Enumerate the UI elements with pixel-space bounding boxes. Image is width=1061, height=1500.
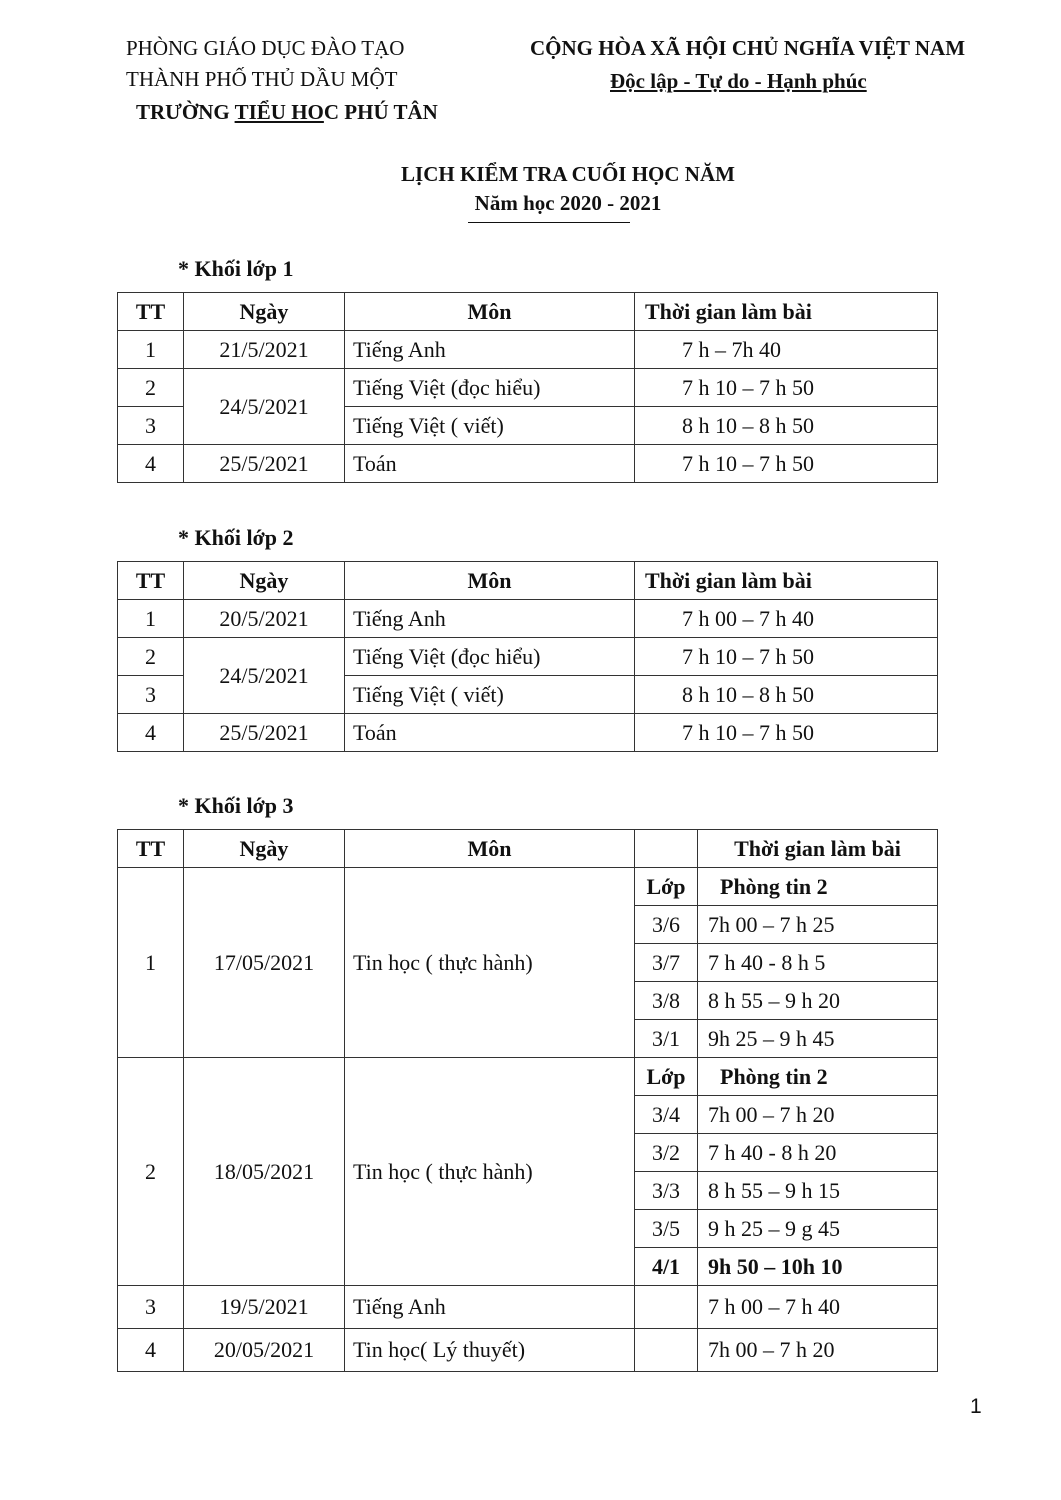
cell-time: 8 h 55 – 9 h 15 bbox=[698, 1172, 938, 1210]
table-row bbox=[118, 600, 938, 638]
cell-date: 19/5/2021 bbox=[184, 1286, 345, 1329]
cell-class bbox=[635, 1286, 698, 1329]
cell-subject: Tiếng Việt (đọc hiểu) bbox=[345, 369, 635, 407]
cell-class: 3/5 bbox=[635, 1210, 698, 1248]
table-row bbox=[118, 714, 938, 752]
cell-time: 8 h 10 – 8 h 50 bbox=[635, 407, 938, 445]
header-row bbox=[118, 830, 938, 868]
cell-time: 8 h 10 – 8 h 50 bbox=[635, 676, 938, 714]
cell-subject: Tiếng Việt ( viết) bbox=[345, 407, 635, 445]
cell-subject: Tiếng Anh bbox=[345, 331, 635, 369]
cell-class: 3/8 bbox=[635, 982, 698, 1020]
cell-subject: Toán bbox=[345, 714, 635, 752]
table-row bbox=[118, 445, 938, 483]
cell-time: 7h 00 – 7 h 25 bbox=[698, 906, 938, 944]
cell-time: 7 h 40 - 8 h 20 bbox=[698, 1134, 938, 1172]
cell-time: 7 h 00 – 7 h 40 bbox=[635, 600, 938, 638]
cell-time: 7 h 10 – 7 h 50 bbox=[635, 369, 938, 407]
department-name: PHÒNG GIÁO DỤC ĐÀO TẠO bbox=[126, 36, 405, 60]
cell-tt: 2 bbox=[118, 638, 184, 676]
cell-class: 3/7 bbox=[635, 944, 698, 982]
cell-date: 20/5/2021 bbox=[184, 600, 345, 638]
cell-tt: 2 bbox=[118, 369, 184, 407]
header-tt: TT bbox=[118, 293, 184, 331]
header-time: Thời gian làm bài bbox=[698, 830, 938, 868]
header-tt: TT bbox=[118, 562, 184, 600]
header-row bbox=[118, 293, 938, 331]
cell-tt: 2 bbox=[118, 1058, 184, 1286]
cell-time: 7h 00 – 7 h 20 bbox=[698, 1329, 938, 1372]
cell-tt: 3 bbox=[118, 407, 184, 445]
cell-class: 3/1 bbox=[635, 1020, 698, 1058]
header-row bbox=[118, 562, 938, 600]
header-time: Thời gian làm bài bbox=[635, 562, 938, 600]
cell-date: 17/05/2021 bbox=[184, 868, 345, 1058]
slot-row bbox=[118, 1286, 938, 1329]
cell-class: 3/6 bbox=[635, 906, 698, 944]
cell-room-header: Phòng tin 2 bbox=[698, 868, 938, 906]
cell-time: 7 h 40 - 8 h 5 bbox=[698, 944, 938, 982]
cell-class: 3/3 bbox=[635, 1172, 698, 1210]
cell-class-header: Lớp bbox=[635, 1058, 698, 1096]
cell-class-header: Lớp bbox=[635, 868, 698, 906]
cell-time: 8 h 55 – 9 h 20 bbox=[698, 982, 938, 1020]
sub-header-row bbox=[118, 868, 938, 906]
cell-tt: 3 bbox=[118, 1286, 184, 1329]
cell-subject: Tin học ( thực hành) bbox=[345, 868, 635, 1058]
cell-subject: Toán bbox=[345, 445, 635, 483]
cell-tt: 3 bbox=[118, 676, 184, 714]
school-name-a: TRƯỜNG bbox=[136, 100, 235, 124]
document-title: LỊCH KIỂM TRA CUỐI HỌC NĂM bbox=[401, 162, 735, 186]
school-year: Năm học 2020 - 2021 bbox=[474, 191, 662, 215]
cell-time: 7 h – 7h 40 bbox=[635, 331, 938, 369]
cell-class: 4/1 bbox=[635, 1248, 698, 1286]
cell-subject: Tiếng Anh bbox=[345, 1286, 635, 1329]
cell-time: 9h 25 – 9 h 45 bbox=[698, 1020, 938, 1058]
cell-time: 9 h 25 – 9 g 45 bbox=[698, 1210, 938, 1248]
cell-subject: Tiếng Việt ( viết) bbox=[345, 676, 635, 714]
header-date: Ngày bbox=[184, 562, 345, 600]
sub-header-row bbox=[118, 1058, 938, 1096]
table-row bbox=[118, 369, 938, 407]
city-name: THÀNH PHỐ THỦ DẦU MỘT bbox=[126, 67, 398, 91]
cell-date: 24/5/2021 bbox=[184, 369, 345, 445]
section-heading: * Khối lớp 3 bbox=[178, 793, 294, 818]
header-subject: Môn bbox=[345, 562, 635, 600]
header-empty bbox=[635, 830, 698, 868]
cell-date: 24/5/2021 bbox=[184, 638, 345, 714]
cell-time: 7 h 00 – 7 h 40 bbox=[698, 1286, 938, 1329]
slot-row bbox=[118, 1329, 938, 1372]
cell-tt: 1 bbox=[118, 600, 184, 638]
schedule-table bbox=[117, 292, 938, 483]
page-number: 1 bbox=[970, 1395, 982, 1418]
section-heading: * Khối lớp 1 bbox=[178, 256, 294, 281]
cell-date: 18/05/2021 bbox=[184, 1058, 345, 1286]
cell-class bbox=[635, 1329, 698, 1372]
school-name-b: TIỂU HO bbox=[234, 100, 324, 124]
section-heading: * Khối lớp 2 bbox=[178, 525, 294, 550]
cell-date: 25/5/2021 bbox=[184, 714, 345, 752]
cell-subject: Tiếng Anh bbox=[345, 600, 635, 638]
title-underline bbox=[468, 222, 630, 223]
cell-time: 9h 50 – 10h 10 bbox=[698, 1248, 938, 1286]
table-row bbox=[118, 638, 938, 676]
table-row bbox=[118, 331, 938, 369]
header-subject: Môn bbox=[345, 830, 635, 868]
school-name-c: C PHÚ TÂN bbox=[323, 100, 438, 124]
cell-subject: Tin học( Lý thuyết) bbox=[345, 1329, 635, 1372]
cell-date: 21/5/2021 bbox=[184, 331, 345, 369]
cell-date: 20/05/2021 bbox=[184, 1329, 345, 1372]
cell-tt: 4 bbox=[118, 714, 184, 752]
school-name bbox=[136, 100, 438, 125]
national-motto: Độc lập - Tự do - Hạnh phúc bbox=[610, 69, 867, 93]
schedule-table bbox=[117, 561, 938, 752]
header-time: Thời gian làm bài bbox=[635, 293, 938, 331]
cell-time: 7 h 10 – 7 h 50 bbox=[635, 714, 938, 752]
cell-room-header: Phòng tin 2 bbox=[698, 1058, 938, 1096]
cell-subject: Tin học ( thực hành) bbox=[345, 1058, 635, 1286]
cell-time: 7h 00 – 7 h 20 bbox=[698, 1096, 938, 1134]
cell-tt: 4 bbox=[118, 445, 184, 483]
schedule-table bbox=[117, 829, 938, 1372]
cell-class: 3/2 bbox=[635, 1134, 698, 1172]
cell-subject: Tiếng Việt (đọc hiểu) bbox=[345, 638, 635, 676]
header-subject: Môn bbox=[345, 293, 635, 331]
cell-time: 7 h 10 – 7 h 50 bbox=[635, 445, 938, 483]
cell-tt: 1 bbox=[118, 331, 184, 369]
header-date: Ngày bbox=[184, 293, 345, 331]
cell-class: 3/4 bbox=[635, 1096, 698, 1134]
cell-tt: 1 bbox=[118, 868, 184, 1058]
cell-date: 25/5/2021 bbox=[184, 445, 345, 483]
header-tt: TT bbox=[118, 830, 184, 868]
header-date: Ngày bbox=[184, 830, 345, 868]
national-title: CỘNG HÒA XÃ HỘI CHỦ NGHĨA VIỆT NAM bbox=[530, 36, 966, 60]
cell-time: 7 h 10 – 7 h 50 bbox=[635, 638, 938, 676]
cell-tt: 4 bbox=[118, 1329, 184, 1372]
